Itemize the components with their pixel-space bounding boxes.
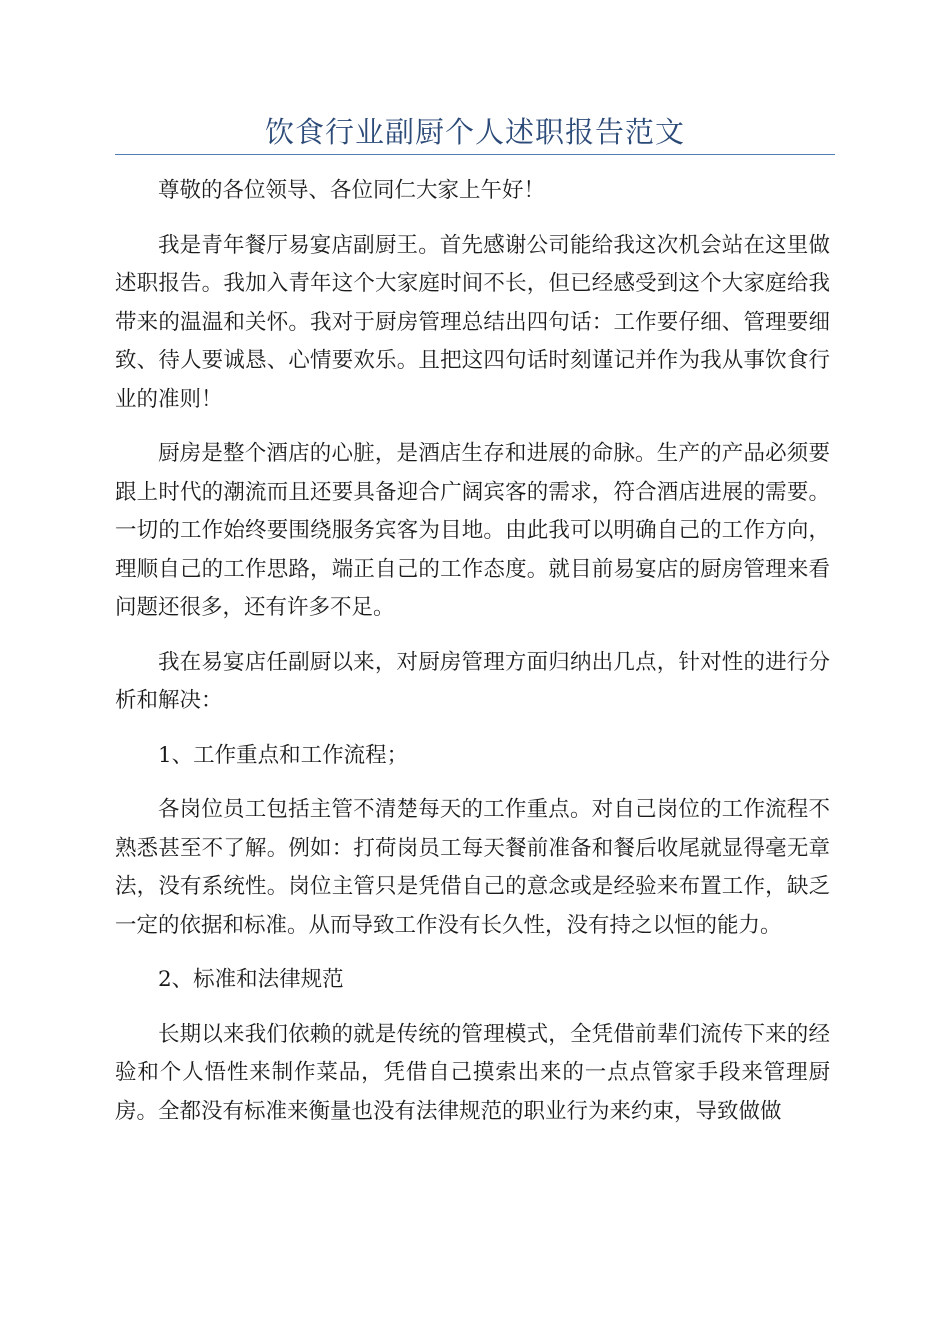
paragraph-work-focus: 各岗位员工包括主管不清楚每天的工作重点。对自己岗位的工作流程不熟悉甚至不了解。例如：打荷岗员工每天餐前准备和餐后收尾就显得毫无章法，没有系统性。岗位主管只是凭借自己的意念或是经验来布置工作，缺乏一定的依据和标准。从而导致工作没有长久性，没有持之以恒的能力。 [115,797,830,938]
paragraph-introduction: 我是青年餐厅易宴店副厨王。首先感谢公司能给我这次机会站在这里做述职报告。我加入青年这个大家庭时间不长，但已经感受到这个大家庭给我带来的温温和关怀。我对于厨房管理总结出四句话：工作要仔细、管理要细致、待人要诚恳、心情要欢乐。且把这四句话时刻谨记并作为我从事饮食行业的准则！ [115,232,830,412]
paragraph-greeting: 尊敬的各位领导、各位同仁大家上午好！ [158,178,546,203]
paragraph-standards: 长期以来我们依赖的就是传统的管理模式，全凭借前辈们流传下来的经验和个人悟性来制作菜品，凭借自己摸索出来的一点点管家手段来管理厨房。全都没有标准来衡量也没有法律规范的职业行为来约束，导致做做 [115,1021,830,1124]
paragraph-analysis-intro: 我在易宴店任副厨以来，对厨房管理方面归纳出几点，针对性的进行分析和解决： [115,649,830,713]
section-heading-1: 1、工作重点和工作流程； [158,742,409,768]
title-underline [115,154,835,155]
section-heading-2: 2、标准和法律规范 [158,967,344,992]
document-title: 饮食行业副厨个人述职报告范文 [264,115,685,149]
document-body [115,172,830,1147]
paragraph-kitchen-importance: 厨房是整个酒店的心脏，是酒店生存和进展的命脉。生产的产品必须要跟上时代的潮流而且还要具备迎合广阔宾客的需求，符合酒店进展的需要。一切的工作始终要围绕服务宾客为目地。由此我可以明确自己的工作方向，理顺自己的工作思路，端正自己的工作态度。就目前易宴店的厨房管理来看问题还很多，还有许多不足。 [115,441,830,620]
